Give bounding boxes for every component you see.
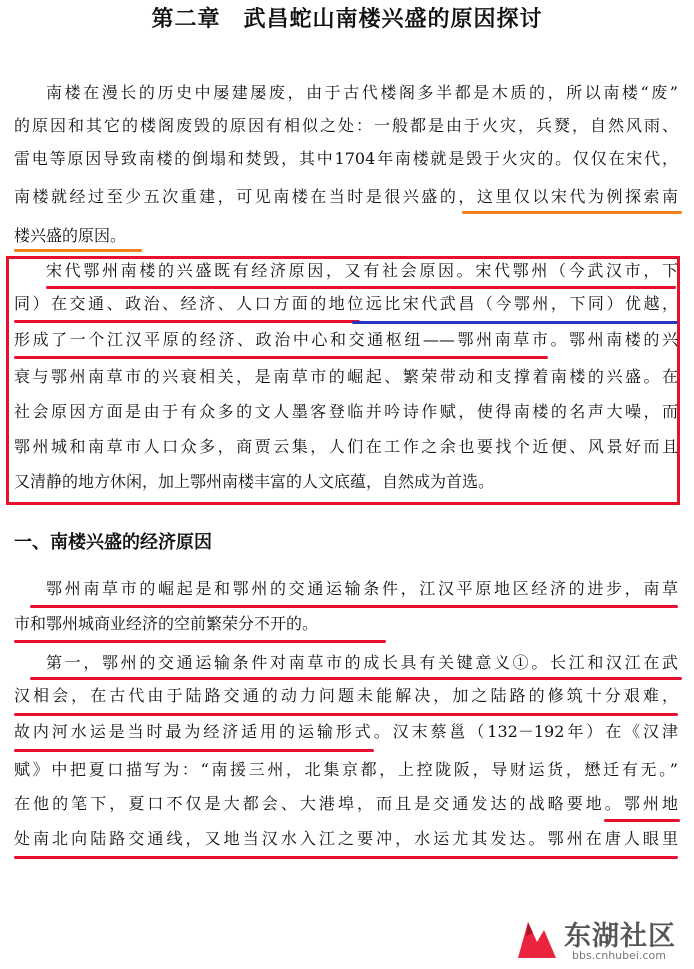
annotation-underline [14,749,374,752]
text-line: 南楼在漫长的历史中屡建屡废，由于古代楼阁多半都是木质的，所以南楼“废” [46,83,678,102]
text-line: 故内河水运是当时最为经济适用的运输形式。汉末蔡邕（132－192年）在《汉津 [14,722,678,741]
text-line: 同）在交通、政治、经济、人口方面的地位远比宋代武昌（今鄂州，下同）优越， [14,294,678,313]
annotation-underline [462,211,682,214]
text-line: 赋》中把夏口描写为：“南援三州，北集京都，上控陇阪，导财运货，懋迁有无。” [14,760,678,779]
annotation-underline [14,640,386,643]
text-line: 的原因和其它的楼阁废毁的原因有相似之处：一般都是由于火灾，兵燹，自然风雨、 [14,116,678,135]
text-line: 又清静的地方休闲，加上鄂州南楼丰富的人文底蕴，自然成为首选。 [14,472,495,491]
annotation-underline [604,819,680,822]
forum-logo-icon [512,912,562,960]
text-line: 鄂州城和南草市人口众多，商贾云集，人们在工作之余也要找个近便、风景好而且 [14,437,678,456]
text-line: 社会原因方面是由于有众多的文人墨客登临并吟诗作赋，使得南楼的名声大噪，而 [14,402,678,421]
text-line: 汉相会，在古代由于陆路交通的动力问题未能解决，加之陆路的修筑十分艰难， [14,686,678,705]
annotation-underline [352,321,678,324]
text-line: 鄂州南草市的崛起是和鄂州的交通运输条件，江汉平原地区经济的进步，南草 [46,579,678,598]
annotation-underline [14,356,548,359]
text-line: 南楼就经过至少五次重建，可见南楼在当时是很兴盛的，这里仅以宋代为例探索南 [14,187,678,206]
text-line: 衰与鄂州南草市的兴衰相关，是南草市的崛起、繁荣带动和支撑着南楼的兴盛。在 [14,367,678,386]
text-line: 宋代鄂州南楼的兴盛既有经济原因，又有社会原因。宋代鄂州（今武汉市，下 [46,261,678,280]
annotation-underline [30,605,678,608]
annotation-underline [46,286,676,289]
chapter-title: 第二章 武昌蛇山南楼兴盛的原因探讨 [151,7,543,32]
watermark-url: bbs.cnhubei.com [572,949,666,962]
annotation-underline [14,320,360,323]
watermark-name: 东湖社区 [564,921,676,952]
annotation-underline [30,677,682,680]
annotation-underline [14,713,678,716]
text-line: 楼兴盛的原因。 [14,226,127,245]
site-watermark [512,912,688,968]
annotation-underline [14,249,142,252]
text-line: 处南北向陆路交通线，又地当汉水入江之要冲，水运尤其发达。鄂州在唐人眼里 [14,829,678,848]
section-heading: 一、南楼兴盛的经济原因 [14,532,212,553]
annotation-underline [14,856,678,859]
text-line: 在他的笔下，夏口不仅是大都会、大港埠，而且是交通发达的战略要地。鄂州地 [14,794,678,813]
text-line: 市和鄂州城商业经济的空前繁荣分不开的。 [14,614,319,633]
text-line: 第一，鄂州的交通运输条件对南草市的成长具有关键意义①。长江和汉江在武 [46,653,678,672]
text-line: 形成了一个江汉平原的经济、政治中心和交通枢纽——鄂州南草市。鄂州南楼的兴 [14,330,678,349]
text-line: 雷电等原因导致南楼的倒塌和焚毁，其中1704年南楼就是毁于火灾的。仅仅在宋代， [14,149,678,168]
